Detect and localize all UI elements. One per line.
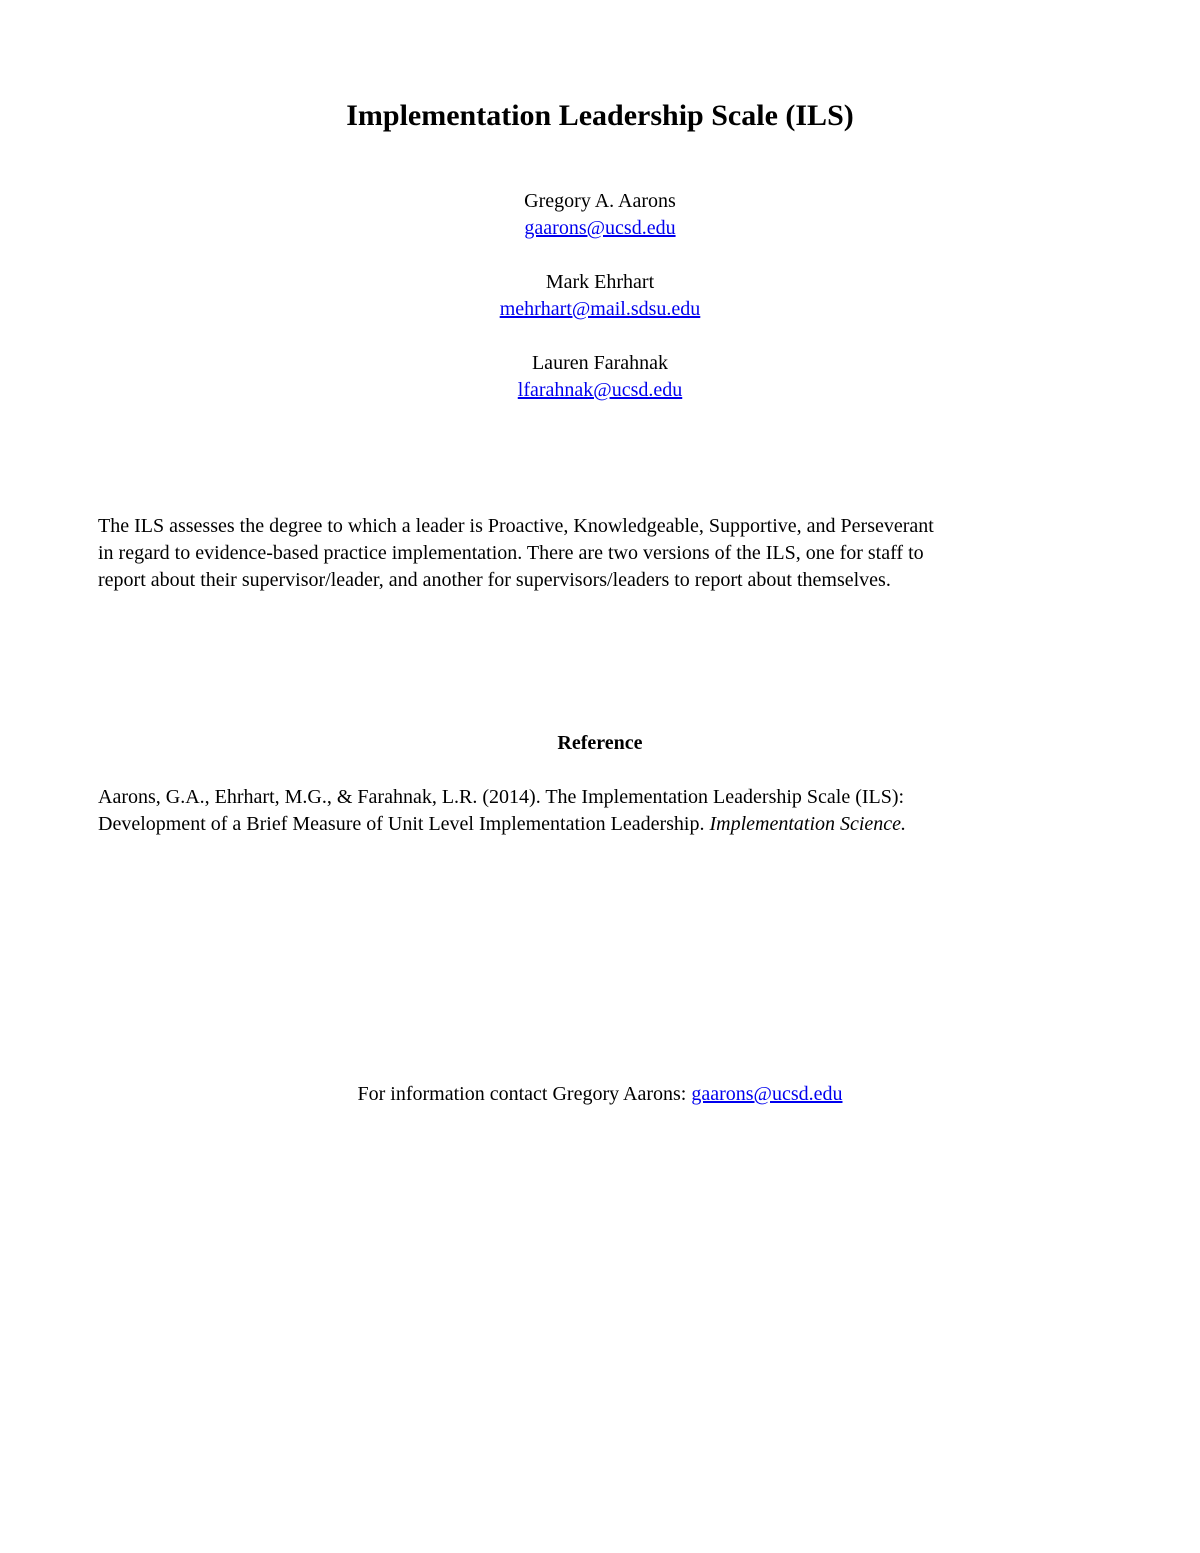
author-email-link[interactable]: mehrhart@mail.sdsu.edu [499,298,701,320]
author-block [0,188,1200,242]
journal-name: Implementation Science. [709,813,907,835]
author-name: Mark Ehrhart [545,271,655,293]
reference-citation [98,784,1108,838]
description-line: report about their supervisor/leader, and another for supervisors/leaders to report about themselves. [98,569,891,591]
description-paragraph [98,513,1108,594]
author-email-link[interactable]: gaarons@ucsd.edu [524,217,676,239]
description-line: The ILS assesses the degree to which a leader is Proactive, Knowledgeable, Supportive, and Perseverant [98,515,934,537]
document-title: Implementation Leadership Scale (ILS) [346,99,854,132]
author-block [0,350,1200,404]
author-name: Lauren Farahnak [531,352,669,374]
contact-text: For information contact Gregory Aarons: [357,1083,692,1105]
citation-text: Development of a Brief Measure of Unit Level Implementation Leadership. [98,813,710,835]
contact-line [0,1081,1200,1108]
reference-heading: Reference [557,732,643,754]
citation-line-2 [98,811,1108,838]
author-block [0,269,1200,323]
contact-email-link[interactable]: gaarons@ucsd.edu [691,1083,843,1105]
author-email-link[interactable]: lfarahnak@ucsd.edu [517,379,683,401]
author-name: Gregory A. Aarons [524,190,676,212]
citation-line-1: Aarons, G.A., Ehrhart, M.G., & Farahnak, L.R. (2014). The Implementation Leadership Scale (ILS): [98,786,905,808]
description-line: in regard to evidence-based practice implementation. There are two versions of the ILS, one for staff to [98,542,924,564]
